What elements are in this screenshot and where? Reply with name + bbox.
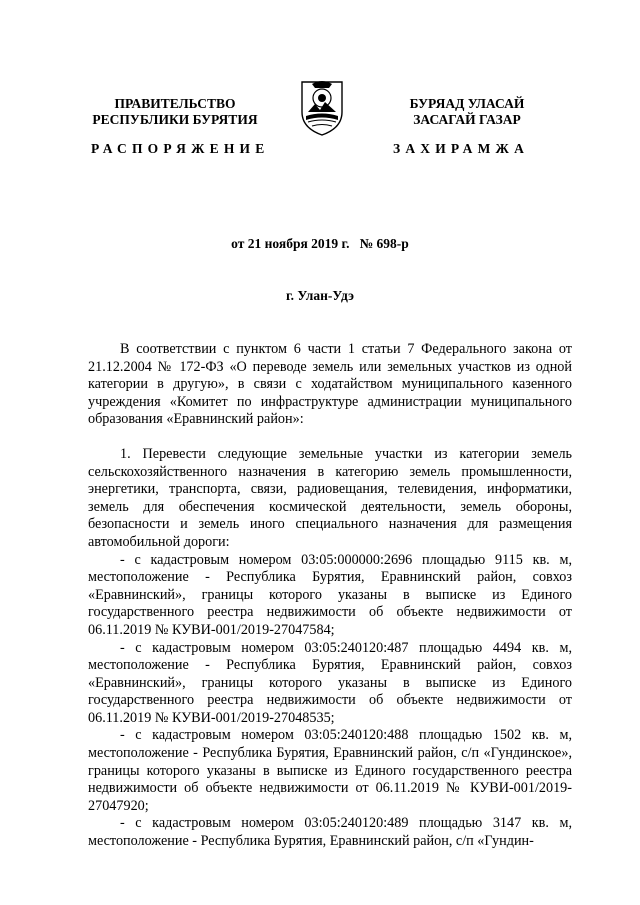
document-body	[88, 341, 572, 851]
government-line-2: РЕСПУБЛИКИ БУРЯТИЯ	[92, 112, 258, 127]
government-line-1: ПРАВИТЕЛЬСТВО	[114, 96, 236, 111]
land-plot-item: - с кадастровым номером 03:05:240120:487 площадью 4494 кв. м, местоположение - Республика Бурятия, Еравнинский район, совхоз «Еравнинский», границы которого указаны в выписке из Единого государственного реестра недвижимости об объекте недвижимости от 06.11.2019 № КУВИ-001/2019-27048535;	[88, 639, 572, 726]
government-name-russian	[80, 96, 270, 128]
document-type-russian: РАСПОРЯЖЕНИЕ	[91, 141, 270, 156]
date-number-text: от 21 ноября 2019 г. № 698-р	[231, 236, 409, 251]
document-city: г. Улан-Удэ	[286, 288, 354, 303]
clause-1-paragraph: 1. Перевести следующие земельные участки из категории земель сельскохозяйственного назначения в категорию земель промышленности, энергетики, транспорта, связи, радиовещания, телевидения, информатики, земель для обеспечения космической деятельности, земель обороны, безопасности и земель иного специального назначения для размещения автомобильной дороги:	[88, 445, 572, 550]
coat-of-arms-buryatia-icon	[296, 78, 348, 138]
government-buryat-line-2: ЗАСАГАЙ ГАЗАР	[413, 112, 521, 127]
land-plot-item: - с кадастровым номером 03:05:000000:2696 площадью 9115 кв. м, местоположение - Республика Бурятия, Еравнинский район, совхоз «Еравнинский», границы которого указаны в выписке из Единого государственного реестра недвижимости об объекте недвижимости от 06.11.2019 № КУВИ-001/2019-27047584;	[88, 551, 572, 638]
document-date-number	[0, 236, 640, 252]
government-buryat-line-1: БУРЯАД УЛАСАЙ	[409, 96, 525, 111]
land-plot-item: - с кадастровым номером 03:05:240120:488 площадью 1502 кв. м, местоположение - Республика Бурятия, Еравнинский район, с/п «Гундинское», границы которого указаны в выписке из Единого государственного реестра недвижимости об объекте недвижимости от 06.11.2019 № КУВИ-001/2019-27047920;	[88, 727, 572, 814]
document-type-buryat: ЗАХИРАМЖА	[393, 141, 530, 156]
government-name-buryat	[372, 96, 562, 128]
preamble-paragraph: В соответствии с пунктом 6 части 1 статьи 7 Федерального закона от 21.12.2004 № 172-ФЗ «О переводе земель или земельных участков из одной категории в другую», в связи с ходатайством муниципального казенного учреждения «Комитет по инфраструктуре администрации муниципального образования «Еравнинский район»:	[88, 341, 572, 428]
land-plot-item: - с кадастровым номером 03:05:240120:489 площадью 3147 кв. м, местоположение - Республика Бурятия, Еравнинский район, с/п «Гундин-	[88, 815, 572, 850]
